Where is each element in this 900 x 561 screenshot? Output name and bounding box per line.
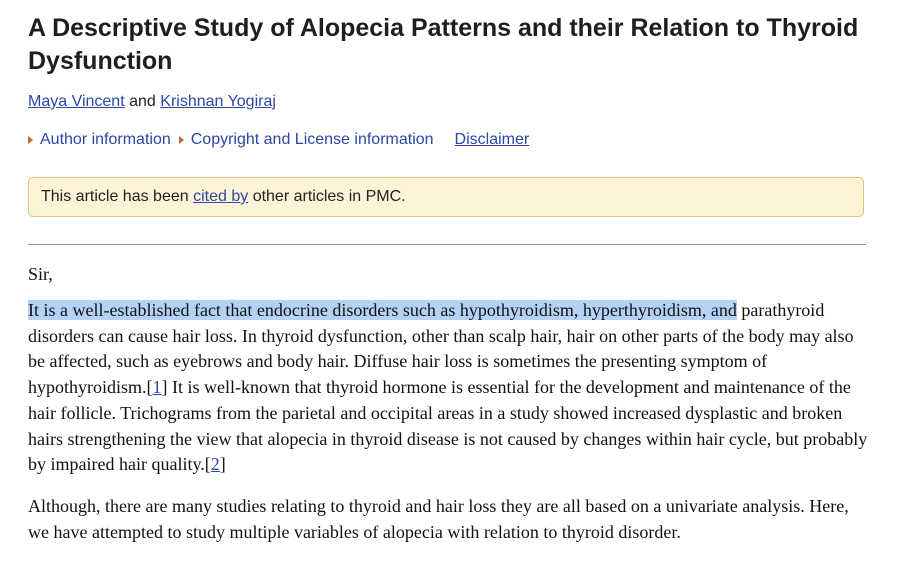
expand-triangle-icon xyxy=(179,136,184,144)
reference-link-1[interactable]: 1 xyxy=(152,377,162,398)
paragraph-text: parathyroid disorders can cause hair loss. In thyroid dysfunction, other than scalp hair, hair on other parts of the body may also be affected, such as eyebrows and body hair. Diffuse hair loss is sometimes the presenting symptom of hypothyroidism. xyxy=(28,300,854,398)
author-separator: and xyxy=(129,93,156,110)
author-information-label: Author information xyxy=(40,131,171,148)
copyright-information-toggle[interactable] xyxy=(179,130,434,150)
reference-link-2[interactable]: 2 xyxy=(210,454,220,475)
notice-prefix: This article has been xyxy=(41,188,189,205)
disclaimer-link[interactable]: Disclaimer xyxy=(454,131,530,148)
article-info-bar xyxy=(28,130,529,150)
paragraph-text: It is well-known that thyroid hormone is essential for the development and maintenance of the hair follicle. Trichograms from the parietal and occipital areas in a study showed increased dysplastic and broken hairs strengthening the view that alopecia in thyroid disease is not caused by changes within hair cycle, but probably by impaired hair quality. xyxy=(28,377,868,475)
cited-by-notice xyxy=(28,177,864,217)
selected-text: It is a well-established fact that endocrine disorders such as hypothyroidism, hyperthyroidism, and xyxy=(28,300,737,320)
salutation: Sir, xyxy=(28,264,53,284)
author-list xyxy=(28,92,276,112)
article-title: A Descriptive Study of Alopecia Patterns and their Relation to Thyroid Dysfunction xyxy=(28,14,859,75)
author-link-2[interactable]: Krishnan Yogiraj xyxy=(160,93,276,110)
cited-by-link[interactable]: cited by xyxy=(193,188,249,205)
notice-suffix: other articles in PMC. xyxy=(252,188,406,205)
body-paragraph-2: Although, there are many studies relating to thyroid and hair loss they are all based on a univariate analysis. Here, we have attempted to study multiple variables of alopecia with relation to thyroid disorder. xyxy=(28,496,849,542)
copyright-information-label: Copyright and License information xyxy=(190,131,434,148)
author-information-toggle[interactable] xyxy=(28,130,171,150)
section-divider xyxy=(28,244,866,245)
author-link-1[interactable]: Maya Vincent xyxy=(28,93,125,110)
body-paragraph-1: It is a well-established fact that endocrine disorders such as hypothyroidism, hyperthyroidism, and parathyroid disorders can cause hair loss. In thyroid dysfunction, other than scalp hair, hair on other parts of the body may also be affected, such as eyebrows and body hair. Diffuse hair loss is sometimes the presenting symptom of hypothyroidism.[1] It is well-known that thyroid hormone is essential for the development and maintenance of the hair follicle. Trichograms from the parietal and occipital areas in a study showed increased dysplastic and broken hairs strengthening the view that alopecia in thyroid disease is not caused by changes within hair cycle, but probably by impaired hair quality.[2] xyxy=(28,300,868,475)
expand-triangle-icon xyxy=(28,136,33,144)
